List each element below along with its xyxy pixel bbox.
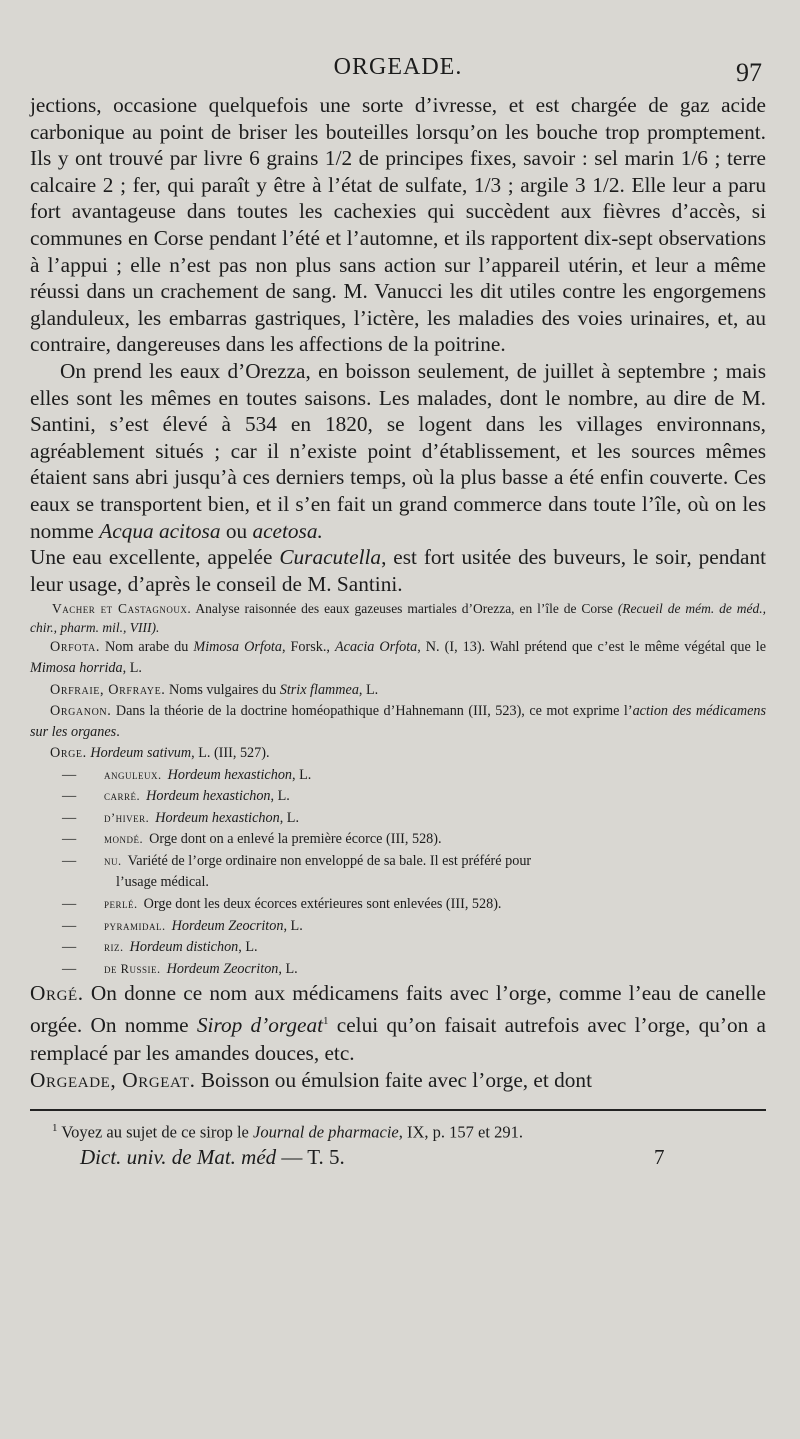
footnote-text: Voyez au sujet de ce sirop le <box>61 1122 249 1142</box>
subentry <box>30 765 766 787</box>
footnote <box>30 1117 766 1144</box>
dash: — <box>62 917 77 934</box>
main-text <box>30 92 766 597</box>
subentry-label: riz. <box>104 940 124 955</box>
signature-volume: — T. 5. <box>281 1145 345 1170</box>
printer-signature <box>80 1145 766 1175</box>
italic-term: Hordeum Zeocriton <box>171 917 284 934</box>
dash: — <box>62 831 77 848</box>
entry-text: Dans la théorie de la doctrine homéopathique d’Hahnemann (III, 523), ce mot exprime l’ <box>115 702 633 719</box>
italic-term: Hordeum sativum <box>90 745 192 762</box>
subentry-label: pyramidal. <box>104 918 166 933</box>
paragraph-text: , est fort usitée des buveurs, le soir, pendant leur usage, d’après le conseil de M. Santini. <box>30 545 767 596</box>
signature-number: 7 <box>654 1145 665 1170</box>
subentry <box>30 851 766 894</box>
subentry <box>30 894 766 916</box>
subentry-label: de Russie. <box>104 961 161 976</box>
subentry-label: nu. <box>104 853 122 868</box>
entry-head: Orgeade, Orgeat. <box>30 1068 196 1093</box>
ref-authors: Vacher et Castagnoux. <box>52 601 192 617</box>
italic-term: Journal de pharmacie <box>253 1122 399 1142</box>
italic-term: Strix flammea <box>279 681 359 698</box>
paragraph-text: On prend les eaux d’Orezza, en boisson seulement, de juillet à septembre ; mais elles sont les mêmes en toutes saisons. Les malades, dont le nombre, au dire de M. Santini, s’est élevé à 534 en 1820, se logent dans les villages environnans, agréablement situés ; car il n’existe point d’établissement, et les sources mêmes étaient sans abri jusqu’à ces derniers temps, où la plus basse a été enfin couverte. Ces eaux se transportent bien, et il s’en fait un grand commerce dans toute l’île, où on les nomme <box>30 358 766 543</box>
italic-term: acetosa. <box>252 518 323 543</box>
dash: — <box>62 939 77 956</box>
subentry-tail: , L. <box>278 960 298 977</box>
entry-text: Noms vulgaires du <box>168 681 277 698</box>
dash: — <box>62 852 77 869</box>
italic-term: Hordeum hexastichon <box>167 766 293 783</box>
italic-term: Hordeum distichon <box>129 939 239 956</box>
entry-text: , L. <box>122 660 142 677</box>
italic-term: Hordeum hexastichon <box>146 788 271 805</box>
entry-head: Orfota. <box>50 639 100 656</box>
subentry-list <box>30 765 766 981</box>
entry-head: Orgé. <box>30 981 84 1006</box>
footnote-number: 1 <box>52 1121 58 1134</box>
bibliographic-reference <box>30 599 766 637</box>
ref-source: (Recueil de mém. de méd., chir., pharm. mil., VIII). <box>30 601 766 636</box>
entry-head: Organon. <box>50 702 112 719</box>
subentry <box>30 786 766 808</box>
paragraph <box>30 358 766 544</box>
dash: — <box>62 766 77 783</box>
italic-term: Sirop d’orgeat <box>196 1013 324 1038</box>
italic-term: Mimosa Orfota <box>193 639 282 656</box>
paragraph-text: Une eau excellente, appelée <box>30 545 273 570</box>
italic-term: Acqua acitosa <box>99 518 221 543</box>
running-title: ORGEADE. <box>333 54 463 80</box>
dictionary-entry-orge <box>30 743 766 764</box>
dictionary-entry-orge-adj <box>30 980 766 1067</box>
subentry <box>30 808 766 830</box>
dash: — <box>62 809 77 826</box>
italic-term: Hordeum Zeocriton <box>166 960 279 977</box>
dictionary-entry-organon <box>30 701 766 743</box>
subentry-tail: , L. <box>270 788 290 805</box>
subentry-tail: , L. <box>292 766 312 783</box>
subentry-label: carré. <box>104 789 141 804</box>
italic-term: Mimosa horrida <box>30 660 123 677</box>
paragraph <box>30 544 766 597</box>
subentry-tail: Orge dont on a enlevé la première écorce (III, 528). <box>149 831 442 848</box>
footnote-text: , IX, p. 157 et 291. <box>398 1122 523 1142</box>
subentry-tail: , L. <box>283 917 303 934</box>
dash: — <box>62 788 77 805</box>
ref-text: Analyse raisonnée des eaux gazeuses martiales d’Orezza, en l’île de Corse <box>195 601 613 617</box>
entry-text: , Forsk., <box>281 639 330 656</box>
subentry <box>30 937 766 959</box>
entry-text: , L. (III, 527). <box>191 745 270 762</box>
entry-head: Orfraie, Orfraye. <box>50 681 166 698</box>
italic-term: Hordeum hexastichon <box>155 809 280 826</box>
subentry-tail: Orge dont les deux écorces extérieures sont enlevées (III, 528). <box>143 896 502 913</box>
dash: — <box>62 960 77 977</box>
subentry-label: mondé. <box>104 832 144 847</box>
subentry-tail: , L. <box>238 939 258 956</box>
entry-head: Orge. <box>50 745 87 762</box>
subentry-tail: Variété de l’orge ordinaire non enveloppé de sa bale. Il est préféré pour <box>127 852 532 869</box>
signature-mark: Dict. univ. de Mat. méd <box>80 1145 277 1170</box>
italic-term: Acacia Orfota <box>334 639 418 656</box>
dictionary-entry-orfraie <box>30 680 766 701</box>
subentry-continuation: l’usage médical. <box>116 874 209 891</box>
dictionary-entry-orgeade <box>30 1067 766 1095</box>
entry-text: , L. <box>358 681 379 698</box>
subentry-label: d’hiver. <box>104 810 150 825</box>
entry-text: , N. (I, 13). Wahl prétend que c’est le même végétal que le <box>417 639 767 656</box>
entry-text: . <box>116 724 120 741</box>
paragraph: jections, occasione quelquefois une sorte d’ivresse, et est chargée de gaz acide carbonique au point de briser les bouteilles lorsqu’on les bouche trop promptement. Ils y ont trouvé par livre 6 grains 1/2 de principes fixes, savoir : sel marin 1/6 ; terre calcaire 2 ; fer, qui paraît y être à l’état de sulfate, 1/3 ; argile 3 1/2. Elle leur a paru fort avantageuse dans toutes les cachexies qui succèdent aux fièvres d’accès, si communes en Corse pendant l’été et l’automne, et ils rapportent dix-sept observations à l’appui ; elle n’est pas non plus sans action sur l’appareil utérin, et leur a même réussi dans un crachement de sang. M. Vanucci les dit utiles contre les engorgemens glanduleux, les embarras gastriques, l’ictère, les maladies des voies urinaires, et, au contraire, dangereuses dans les affections de la poitrine. <box>30 93 766 357</box>
footnote-marker: 1 <box>323 1014 329 1027</box>
entry-text: Boisson ou émulsion faite avec l’orge, et dont <box>200 1068 592 1093</box>
dash: — <box>62 896 77 913</box>
entry-text: Nom arabe du <box>105 639 189 656</box>
subentry <box>30 916 766 938</box>
entry-text: On donne ce nom aux médicamens faits avec l’orge, comme l’eau de canelle orgée. On nomme <box>30 981 767 1038</box>
italic-term: action des médicamens sur les organes <box>30 702 767 741</box>
subentry <box>30 959 766 981</box>
footnote-rule <box>30 1109 766 1111</box>
subentry <box>30 829 766 851</box>
page-number: 97 <box>736 58 762 87</box>
italic-term: Curacutella <box>279 545 382 570</box>
page-header <box>30 52 766 92</box>
connector: ou <box>225 518 248 543</box>
dictionary-entry-orfota <box>30 637 766 679</box>
subentry-tail: , L. <box>279 809 299 826</box>
entry-text: celui qu’on faisait autrefois avec l’orge, qu’on a remplacé par les amandes douces, etc. <box>30 1013 767 1065</box>
subentry-label: perlé. <box>104 897 138 912</box>
subentry-label: anguleux. <box>104 767 162 782</box>
